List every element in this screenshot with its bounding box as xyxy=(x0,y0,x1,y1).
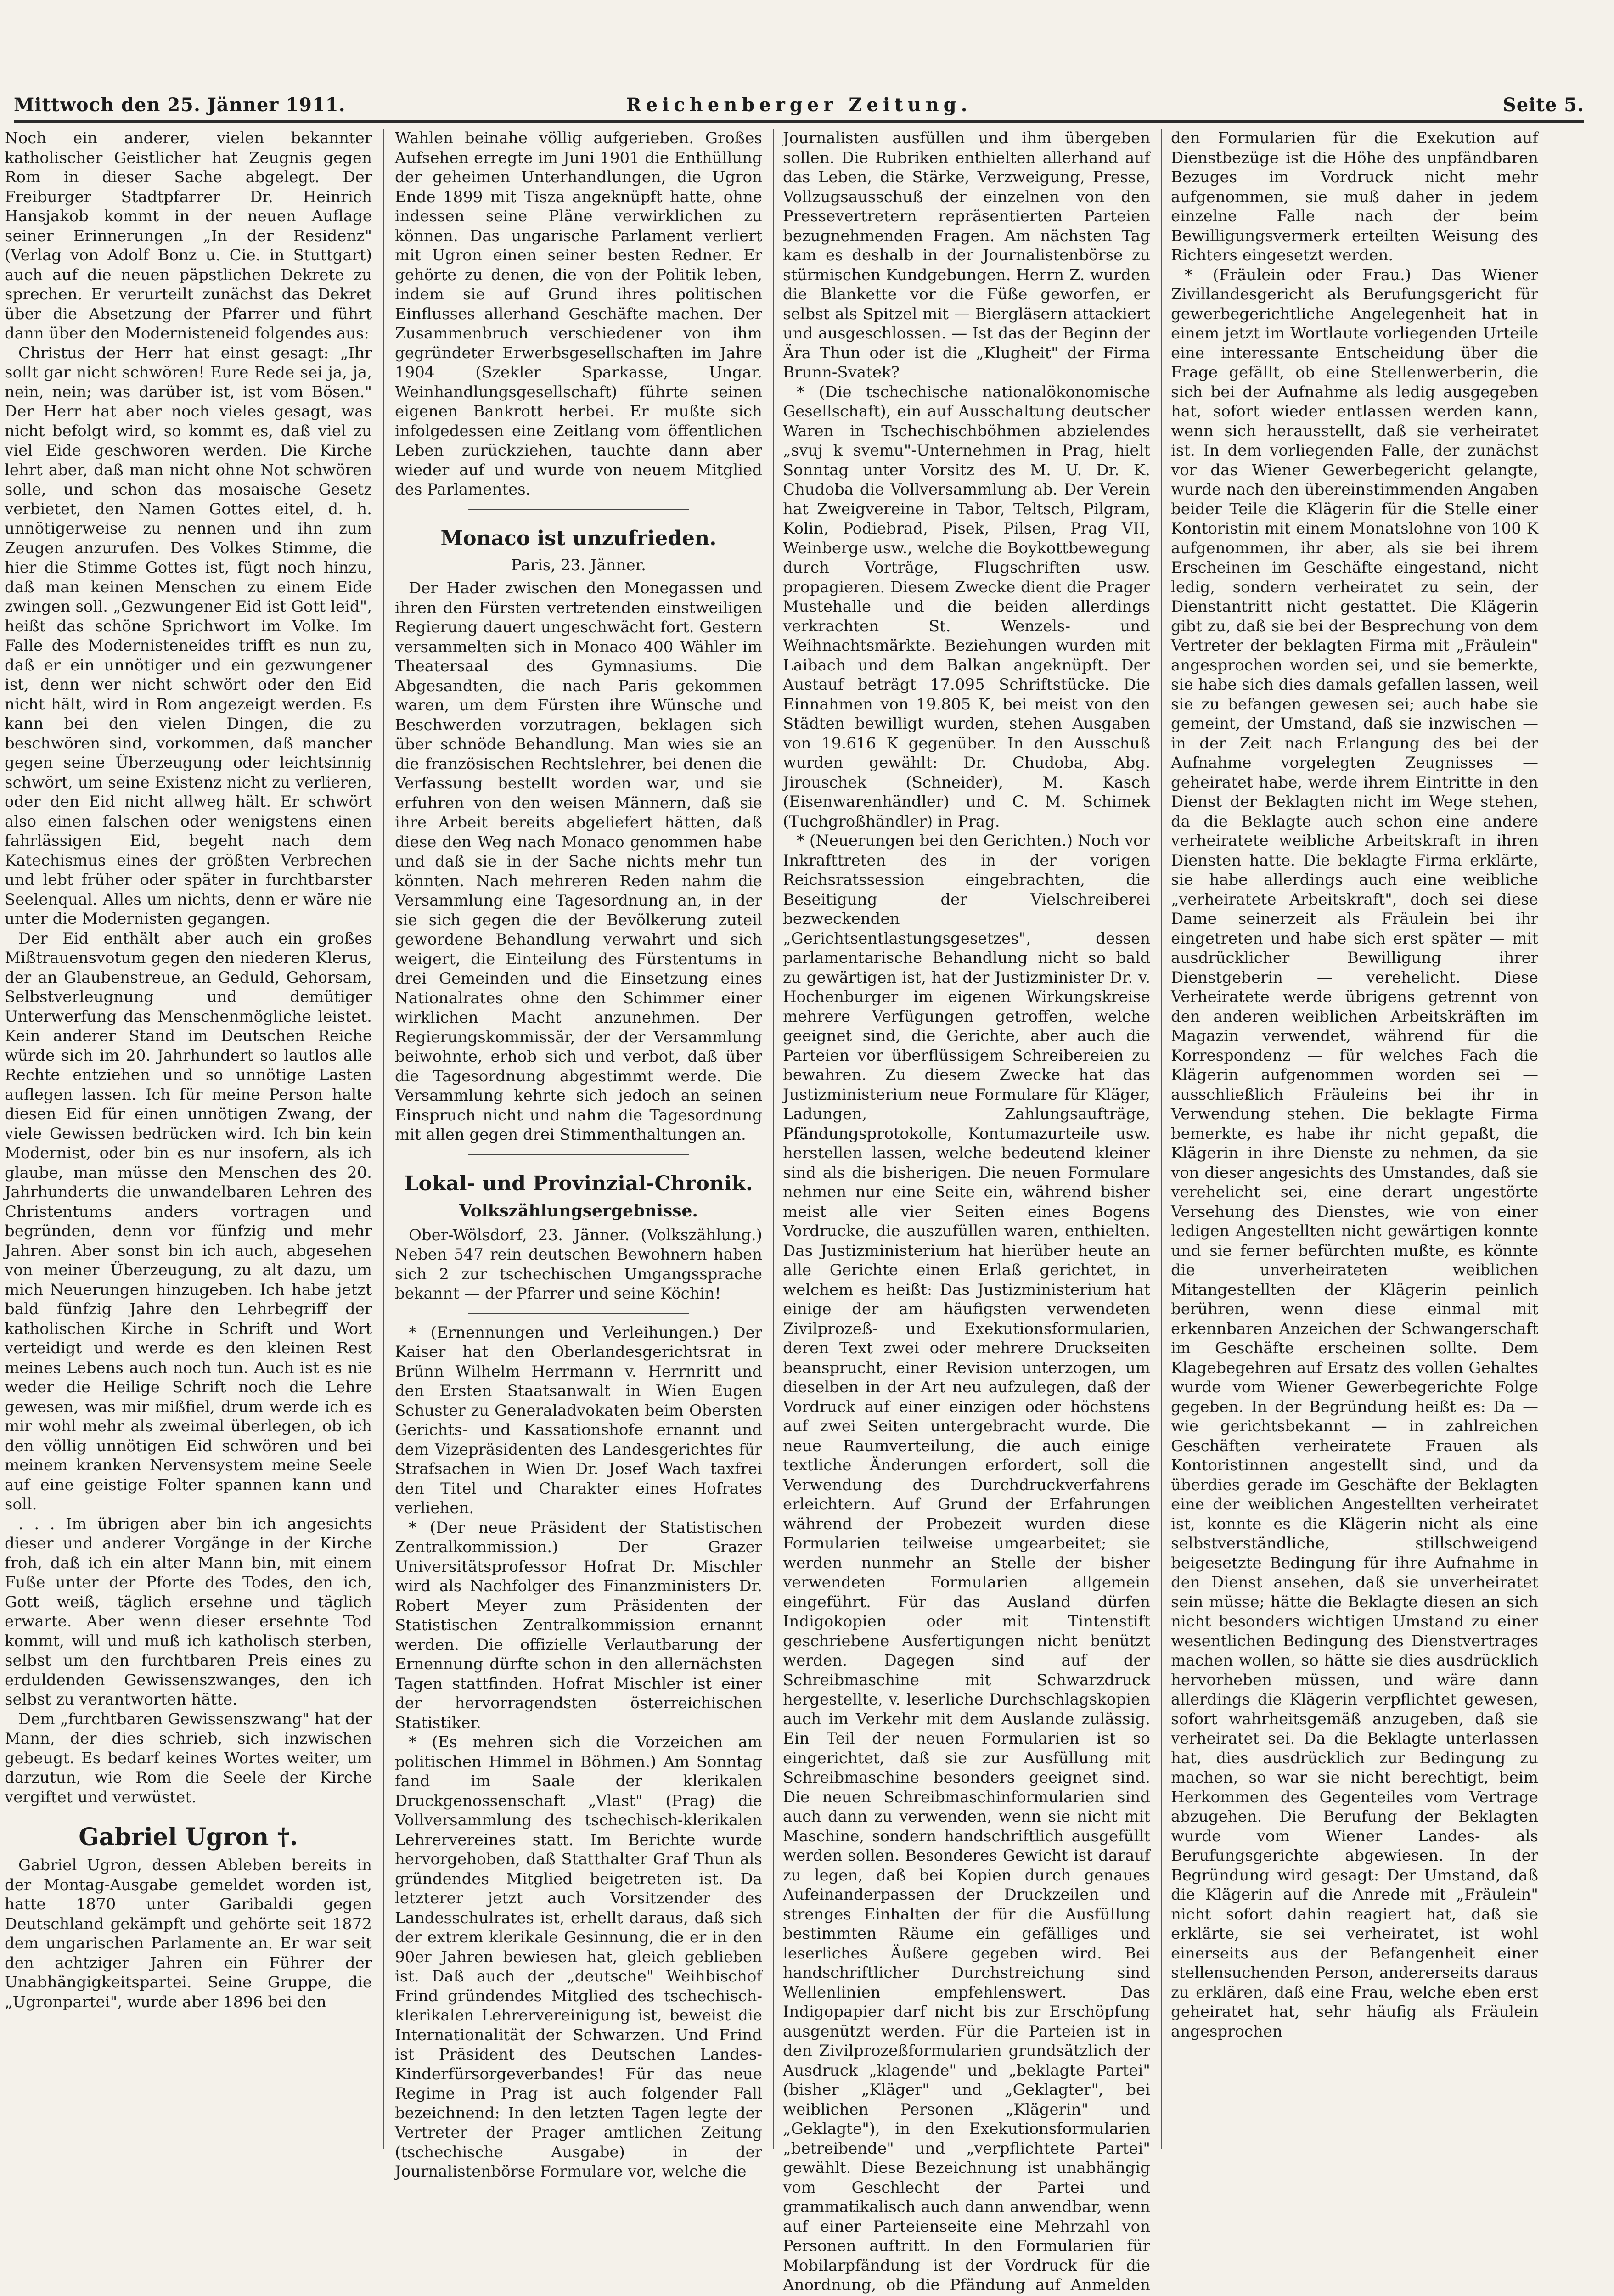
paragraph: den Formularien für die Exekution auf Dienstbezüge ist die Höhe des unpfändbaren Bezuges im Vordruck nicht mehr aufgenommen, sie muß daher in jedem einzelne Falle nach der beim Bewilligungsvermerk erteilten Weisung des Richters eingesetzt werden. xyxy=(1171,129,1538,264)
paragraph: Dem „furchtbaren Gewissenszwang" hat der Mann, der dies schrieb, sich inzwischen gebeugt. Es bedarf keines Wortes weiter, um darzutun, wie Rom die Seele der Kirche vergiftet und verwüstet. xyxy=(5,1710,372,1806)
column-1 xyxy=(5,129,372,2149)
column-divider xyxy=(1161,129,1162,2149)
paragraph: Gabriel Ugron, dessen Ableben bereits in der Montag-Ausgabe gemeldet worden ist, hatte 1870 unter Garibaldi gegen Deutschland gekämpft und gehörte seit 1872 dem ungarischen Parlamente an. Er war seit den achtziger Jahren ein Führer der Unabhängigkeitspartei. Seine Gruppe, die „Ugronpartei", wurde aber 1896 bei den xyxy=(5,1856,372,2011)
paragraph: * (Die tschechische nationalökonomische Gesellschaft), ein auf Ausschaltung deutscher Waren in Tschechischböhmen abzielendes „svuj k svemu"-Unternehmen in Prag, hielt Sonntag unter Vorsitz des M. U. Dr. K. Chudoba die Vollversammlung ab. Der Verein hat Zweigvereine in Tabor, Teltsch, Pilgram, Kolin, Podiebrad, Pisek, Pilsen, Prag VII, Weinberge usw., welche die Boykottbewegung durch Vorträge, Flugschriften usw. propagieren. Diesem Zwecke dient die Prager Mustehalle und die beiden allerdings verkrachten St. Wenzels- und Weihnachtsmärkte. Beziehungen wurden mit Laibach und dem Balkan angeknüpft. Der Austauf beträgt 17.095 Schriftstücke. Die Einnahmen von 19.805 K, bei meist von den Städten bewilligt wurden, stehen Ausgaben von 19.616 K gegenüber. In den Ausschuß wurden gewählt: Dr. Chudoba, Abg. Jirouschek (Schneider), M. Kasch (Eisenwarenhändler) und C. M. Schimek (Tuchgroßhändler) in Prag. xyxy=(783,383,1150,831)
paragraph: Journalisten ausfüllen und ihm übergeben sollen. Die Rubriken enthielten allerhand auf das Leben, die Stärke, Verzweigung, Presse, Vollzugsausschuß der einzelnen von den Pressevertretern repräsentierten Parteien bezugnehmenden Fragen. Am nächsten Tag kam es deshalb in der Journalistenbörse zu stürmischen Kundgebungen. Herrn Z. wurden die Blankette vor die Füße geworfen, er selbst als Spitzel mit — Biergläsern attackiert und ausgeschlossen. — Ist das der Beginn der Ära Thun oder ist die „Klugheit" der Firma Brunn-Svatek? xyxy=(783,129,1150,382)
page-number: Seite 5. xyxy=(1502,94,1584,116)
paragraph: Ober-Wölsdorf, 23. Jänner. (Volkszählung.) Neben 547 rein deutschen Bewohnern haben sich 2 zur tschechischen Umgangssprache bekannt — der Pfarrer und seine Köchin! xyxy=(395,1226,762,1303)
paragraph: . . . Im übrigen aber bin ich angesichts dieser und anderer Vorgänge in der Kirche froh, daß ich ein alter Mann bin, mit einem Fuße unter der Pforte des Todes, den ich, Gott weiß, täglich ersehne und täglich erwarte. Aber wenn dieser ersehnte Tod kommt, will und muß ich katholisch sterben, selbst um den furchtbaren Preis eines zu erduldenden Gewissenszwanges, den ich selbst zu verantworten hätte. xyxy=(5,1514,372,1709)
dateline: Paris, 23. Jänner. xyxy=(511,556,646,574)
column-divider xyxy=(773,129,774,2149)
column-3 xyxy=(783,129,1150,2294)
column-4 xyxy=(1171,129,1538,2149)
newspaper-title: Reichenberger Zeitung. xyxy=(626,94,972,116)
paragraph: * (Fräulein oder Frau.) Das Wiener Zivillandesgericht als Berufungsgericht für gewerbegerichtliche Angelegenheit hat in einem jetzt im Wortlaute vorliegenden Urteile eine interessante Entscheidung über die Frage gefällt, ob eine Stellenwerberin, die sich bei der Aufnahme als ledig ausgegeben hat, sofort wieder entlassen werden kann, wenn sich herausstellt, daß sie verheiratet ist. In dem vorliegenden Falle, der zunächst vor das Wiener Gewerbegericht gelangte, wurde nach den übereinstimmenden Angaben beider Teile die Klägerin für die Stelle einer Kontoristin mit einem Monatslohne von 100 K aufgenommen, ihr aber, als sie bei ihrem Erscheinen im Geschäfte eingestand, nicht ledig, sondern verheiratet zu sein, der Dienstantritt nicht gestattet. Die Klägerin gibt zu, daß sie bei der Besprechung von dem Vertreter der beklagten Firma mit „Fräulein" angesprochen worden sei, und sie bemerkte, sie habe sich dies damals gefallen lassen, weil sie zu befangen gewesen sei; auch habe sie gemeint, der Umstand, daß sie inzwischen — in der Zeit nach Erlangung des bei der Aufnahme vorgelegten Zeugnisses — geheiratet habe, werde ihrem Eintritte in den Dienst der Beklagten nicht im Wege stehen, da die Beklagte auch schon eine andere verheiratete weibliche Arbeitskraft in ihren Diensten hatte. Die beklagte Firma erklärte, sie habe allerdings auch eine weibliche „verheiratete Arbeitskraft", doch sei diese Dame seinerzeit als Fräulein bei ihr eingetreten und habe sich erst später — mit ausdrücklicher Bewilligung ihrer Dienstgeberin — verehelicht. Diese Verheiratete werde übrigens getrennt von den anderen weiblichen Arbeitskräften im Magazin verwendet, während für die Korrespondenz — für welches Fach die Klägerin aufgenommen worden sei — ausschließlich Fräuleins bei ihr in Verwendung stehen. Die beklagte Firma bemerkte, es habe ihr nicht gepaßt, die Klägerin in ihre Dienste zu nehmen, da sie von dieser angesichts des Umstandes, daß sie verehelicht sei, eine derart ungestörte Versehung des Dienstes, wie von einer ledigen Angestellten nicht gewärtigen konnte und sie ferner befürchten mußte, es könnte die unverheirateten weiblichen Mitangestellten der Klägerin peinlich berühren, wenn diese einmal mit erkennbaren Anzeichen der Schwangerschaft im Geschäfte erscheinen sollte. Dem Klagebegehren auf Ersatz des vollen Gehaltes wurde vom Wiener Gewerbegerichte Folge gegeben. In der Begründung heißt es: Da — wie gerichtsbekannt — in zahlreichen Geschäften verheiratete Frauen als Kontoristinnen angestellt sind, und da überdies gerade im Geschäfte der Beklagten eine der weiblichen Angestellten verheiratet ist, konnte es die Klägerin nicht als eine selbstverständliche, stillschweigend beigesetzte Bedingung für ihre Aufnahme in den Dienst ansehen, daß sie unverheiratet sein müsse; hätte die Beklagte diesen an sich nicht besonders wichtigen Umstand zu einer wesentlichen Bedingung des Dienstvertrages machen wollen, so hätte sie dies ausdrücklich hervorheben müssen, und wäre dann allerdings die Klägerin verpflichtet gewesen, sofort wahrheitsgemäß anzugeben, daß sie verheiratet sei. Da die Beklagte unterlassen hat, dies ausdrücklich zur Bedingung zu machen, so war sie nicht berechtigt, beim Herkommen des Gegenteiles vom Vertrage abzugehen. Die Berufung der Beklagten wurde vom Wiener Landes- als Berufungsgerichte abgewiesen. In der Begründung wird gesagt: Der Umstand, daß die Klägerin auf die Anrede mit „Fräulein" nicht sofort dahin reagiert hat, daß sie erklärte, sie sei verheiratet, ist wohl einerseits aus der Befangenheit einer stellensuchenden Person, andererseits daraus zu erklären, daß eine Frau, welche eben erst geheiratet hat, sehr häufig als Fräulein angesprochen xyxy=(1171,265,1538,2041)
paragraph: * (Neuerungen bei den Gerichten.) Noch vor Inkrafttreten des in der vorigen Reichsratssession eingebrachten, die Beseitigung der Vielschreiberei bezweckenden „Gerichtsentlastungsgesetzes", dessen parlamentarische Behandlung nicht so bald zu gewärtigen ist, hat der Justizminister Dr. v. Hochenburger im eigenen Wirkungskreise mehrere Verfügungen getroffen, welche geeignet sind, die Gerichte, aber auch die Parteien vor überflüssigem Schreibereien zu bewahren. Zu diesem Zwecke hat das Justizministerium neue Formulare für Kläger, Ladungen, Zahlungsaufträge, Pfändungsprotokolle, Kontumazurteile usw. herstellen lassen, welche bedeutend kleiner sind als die bisherigen. Die neuen Formulare nehmen nur eine Seite ein, während bisher meist alle vier Seiten eines Bogens Vordrucke, die auszufüllen waren, enthielten. Das Justizministerium hat hierüber heute an alle Gerichte einen Erlaß gerichtet, in welchem es heißt: Das Justizministerium hat einige der am häufigsten verwendeten Zivilprozeß- und Exekutionsformularien, deren Text zwei oder mehrere Druckseiten beansprucht, einer Revision unterzogen, um dieselben in der Art neu aufzulegen, daß der Vordruck auf einer einzigen oder höchstens auf zwei Seiten untergebracht wurde. Die neue Raumverteilung, die auch einige textliche Änderungen erfordert, soll die Verwendung des Durchdruckverfahrens erleichtern. Auf Grund der Erfahrungen während der Probezeit wurden diese Formularien teilweise umgearbeitet; sie werden nunmehr an Stelle der bisher verwendeten Formularien allgemein eingeführt. Für das Ausland dürfen Indigokopien oder mit Tintenstift geschriebene Ausfertigungen nicht benützt werden. Dagegen sind auf der Schreibmaschine mit Schwarzdruck hergestellte, v. leserliche Durchschlagskopien auch im Verkehr mit dem Auslande zulässig. Ein Teil der neuen Formularien ist so eingerichtet, daß sie zur Ausfüllung mit Schreibmaschine besonders geeignet sind. Die neuen Schreibmaschinformularien sind auch dann zu verwenden, wenn sie nicht mit Maschine, sondern handschriftlich ausgefüllt werden sollen. Besonderes Gewicht ist darauf zu legen, daß bei Kopien durch genaues Aufeinanderpassen der Druckzeilen und strenges Einhalten der für die Ausfüllung bestimmten Räume ein gefälliges und leserliches Äußere gegeben wird. Bei handschriftlicher Durchstreichung sind Wellenlinien empfehlenswert. Das Indigopapier darf nicht bis zur Erschöpfung ausgenützt werden. Für die Parteien ist in den Zivilprozeßformularien grundsätzlich der Ausdruck „klagende" und „beklagte Partei" (bisher „Kläger" und „Geklagter", bei weiblichen Personen „Klägerin" und „Geklagte"), in den Exekutionsformularien „betreibende" und „verpflichtete Partei" gewählt. Diese Bezeichnung ist unabhängig vom Geschlecht der Partei und grammatikalisch auch dann anwendbar, wenn auf einer Parteienseite eine Mehrzahl von Personen auftritt. In den Formularien für Mobilarpfändung ist der Vordruck für die Anordnung, ob die Pfändung auf Anmelden xyxy=(783,832,1150,2294)
page-header xyxy=(14,94,1584,122)
issue-date: Mittwoch den 25. Jänner 1911. xyxy=(14,94,346,116)
header-rule xyxy=(14,120,1584,123)
article-heading: Gabriel Ugron †. xyxy=(79,1823,298,1851)
article-separator xyxy=(468,1313,689,1314)
paragraph: Noch ein anderer, vielen bekannter katholischer Geistlicher hat Zeugnis gegen Rom in dieser Sache abgelegt. Der Freiburger Stadtpfarrer Dr. Heinrich Hansjakob kommt in der neuen Auflage seiner Erinnerungen „In der Residenz" (Verlag von Adolf Bonz u. Cie. in Stuttgart) auch auf die neuen päpstlichen Dekrete zu sprechen. Er verurteilt zunächst das Dekret über die Absetzung der Pfarrer und führt dann über den Modernisteneid folgendes aus: xyxy=(5,129,372,343)
article-separator xyxy=(468,509,689,510)
paragraph: * (Der neue Präsident der Statistischen Zentralkommission.) Der Grazer Universitätsprofessor Hofrat Dr. Mischler wird als Nachfolger des Finanzministers Dr. Robert Meyer zum Präsidenten der Statistischen Zentralkommission ernannt werden. Die offizielle Verlautbarung der Ernennung dürfte schon in den allernächsten Tagen stattfinden. Hofrat Mischler ist einer der hervorragendsten österreichischen Statistiker. xyxy=(395,1518,762,1732)
paragraph: Christus der Herr hat einst gesagt: „Ihr sollt gar nicht schwören! Eure Rede sei ja, ja, nein, nein; was darüber ist, ist vom Bösen." Der Herr hat aber noch vieles gesagt, was nicht befolgt wird, so kommt es, daß viel zu viel Eide geschworen werden. Die Kirche lehrt aber, daß man nicht ohne Not schwören solle, und schon das mosaische Gesetz verbietet, den Namen Gottes eitel, d. h. unnötigerweise zu nennen und ihn zum Zeugen anzurufen. Des Volkes Stimme, die hier die Stimme Gottes ist, fügt noch hinzu, daß man keinen Menschen zu einem Eide zwingen soll. „Gezwungener Eid ist Gott leid", heißt das schöne Sprichwort im Volke. Im Falle des Modernisteneides trifft es nun zu, daß er ein unnötiger und ein gezwungener ist, denn wer nicht schwört oder den Eid nicht hält, wird in Rom angezeigt werden. Es kann bei den vielen Dingen, die zu beschwören sind, vorkommen, daß mancher gegen seine Überzeugung oder leichtsinnig schwört, um seine Existenz nicht zu verlieren, oder den Eid nicht allweg hält. Er schwört also einen falschen oder wenigstens einen fahrlässigen Eid, begeht nach dem Katechismus eines der größten Verbrechen und lebt früher oder später in furchtbarster Seelenqual. Alles um nichts, denn er wäre nie unter die Modernisten gegangen. xyxy=(5,343,372,928)
paragraph: Der Hader zwischen den Monegassen und ihren den Fürsten vertretenden einstweiligen Regierung dauert ungeschwächt fort. Gestern versammelten sich in Monaco 400 Wähler im Theatersaal des Gymnasiums. Die Abgesandten, die nach Paris gekommen waren, um dem Fürsten ihre Wünsche und Beschwerden vorzutragen, beklagen sich über schnöde Behandlung. Man wies sie an die französischen Rechtslehrer, bei denen die Verfassung bestellt worden war, und sie erfuhren von den weisen Männern, daß sie ihre Arbeit bereits abgeliefert hätten, daß diese den Weg nach Monaco genommen habe und daß sie in der Sache nichts mehr tun könnten. Nach mehreren Reden nahm die Versammlung eine Tagesordnung an, in der sie sich gegen die der Bevölkerung zuteil gewordene Behandlung verwahrt und sich weigert, die Einteilung des Fürstentums in drei Gemeinden und die Einsetzung eines Nationalrates ohne den Schimmer einer wirklichen Macht anzunehmen. Der Regierungskommissär, der der Versammlung beiwohnte, erhob sich und verbot, daß über die Tagesordnung abgestimmt werde. Die Versammlung kehrte sich jedoch an seinen Einspruch nicht und nahm die Tagesordnung mit allen gegen drei Stimmenthaltungen an. xyxy=(395,579,762,1144)
paragraph: Der Eid enthält aber auch ein großes Mißtrauensvotum gegen den niederen Klerus, der an Glaubenstreue, an Geduld, Gehorsam, Selbstverleugnung und demütiger Unterwerfung das Menschenmögliche leistet. Kein anderer Stand im Deutschen Reiche würde sich im 20. Jahrhundert so lautlos alle Rechte entziehen und so unnötige Lasten auflegen lassen. Ich für meine Person halte diesen Eid für einen unnötigen Zwang, der viele Gewissen bedrücken wird. Ich bin kein Modernist, oder bin es nur insofern, als ich glaube, man müsse den Menschen des 20. Jahrhunderts die unwandelbaren Lehren des Christentums anders vortragen und begründen, denn vor fünfzig und mehr Jahren. Aber sonst bin ich auch, abgesehen von meiner Überzeugung, zu alt dazu, um mich Neuerungen hinzugeben. Ich habe jetzt bald fünfzig Jahre den Lehrbegriff der katholischen Kirche in Schrift und Wort verteidigt und werde es den kleinen Rest meines Lebens auch noch tun. Auch ist es nie weder die Heilige Schrift noch die Lehre gewesen, was mir mißfiel, drum werde ich es mir wohl mehr als zweimal überlegen, ob ich den völlig unnötigen Eid schwören und bei meinem kranken Nervensystem meine Seele auf eine geistige Folter spannen kann und soll. xyxy=(5,929,372,1514)
article-separator xyxy=(468,1154,689,1155)
paragraph: * (Ernennungen und Verleihungen.) Der Kaiser hat den Oberlandesgerichtsrat in Brünn Wilhelm Herrmann v. Herrnritt und den Ersten Staatsanwalt in Wien Eugen Schuster zu Generaladvokaten beim Obersten Gerichts- und Kassationshofe ernannt und dem Vizepräsidenten des Landesgerichtes für Strafsachen in Wien Dr. Josef Wach taxfrei den Titel und Charakter eines Hofrates verliehen. xyxy=(395,1323,762,1517)
section-heading: Lokal- und Provinzial-Chronik. xyxy=(404,1171,753,1195)
column-divider xyxy=(383,129,384,2149)
column-2 xyxy=(395,129,762,2181)
paragraph: Wahlen beinahe völlig aufgerieben. Großes Aufsehen erregte im Juni 1901 die Enthüllung der geheimen Unterhandlungen, die Ugron Ende 1899 mit Tisza angeknüpft hatte, ohne indessen seine Pläne verwirklichen zu können. Das ungarische Parlament verliert mit Ugron einen seiner besten Redner. Er gehörte zu denen, die von der Politik leben, indem sie auf Grund ihres politischen Einflusses allerhand Geschäfte machen. Der Zusammenbruch verschiedener von ihm gegründeter Erwerbsgesellschaften im Jahre 1904 (Szekler Sparkasse, Ungar. Weinhandlungsgesellschaft) führte seinen eigenen Bankrott herbei. Er mußte sich infolgedessen eine Zeitlang vom öffentlichen Leben zurückziehen, tauchte dann aber wieder auf und wurde von neuem Mitglied des Parlamentes. xyxy=(395,129,762,499)
paragraph: * (Es mehren sich die Vorzeichen am politischen Himmel in Böhmen.) Am Sonntag fand im Saale der klerikalen Druckgenossenschaft „Vlast" (Prag) die Vollversammlung des tschechisch-klerikalen Lehrervereines statt. Im Berichte wurde hervorgehoben, daß Statthalter Graf Thun als gründendes Mitglied beigetreten ist. Da letzterer jetzt auch Vorsitzender des Landesschulrates ist, erhellt daraus, daß sich der extrem klerikale Gesinnung, die er in den 90er Jahren bewiesen hat, gleich geblieben ist. Daß auch der „deutsche" Weihbischof Frind gründendes Mitglied des tschechisch-klerikalen Lehrervereinigung ist, beweist die Internationalität der Schwarzen. Und Frind ist Präsident des Deutschen Landes-Kinderfürsorgeverbandes! Für das neue Regime in Prag ist auch folgender Fall bezeichnend: In den letzten Tagen legte der Vertreter der Prager amtlichen Zeitung (tschechische Ausgabe) in der Journalistenbörse Formulare vor, welche die xyxy=(395,1733,762,2181)
article-heading: Monaco ist unzufrieden. xyxy=(440,526,717,550)
subsection-heading: Volkszählungsergebnisse. xyxy=(459,1201,698,1221)
